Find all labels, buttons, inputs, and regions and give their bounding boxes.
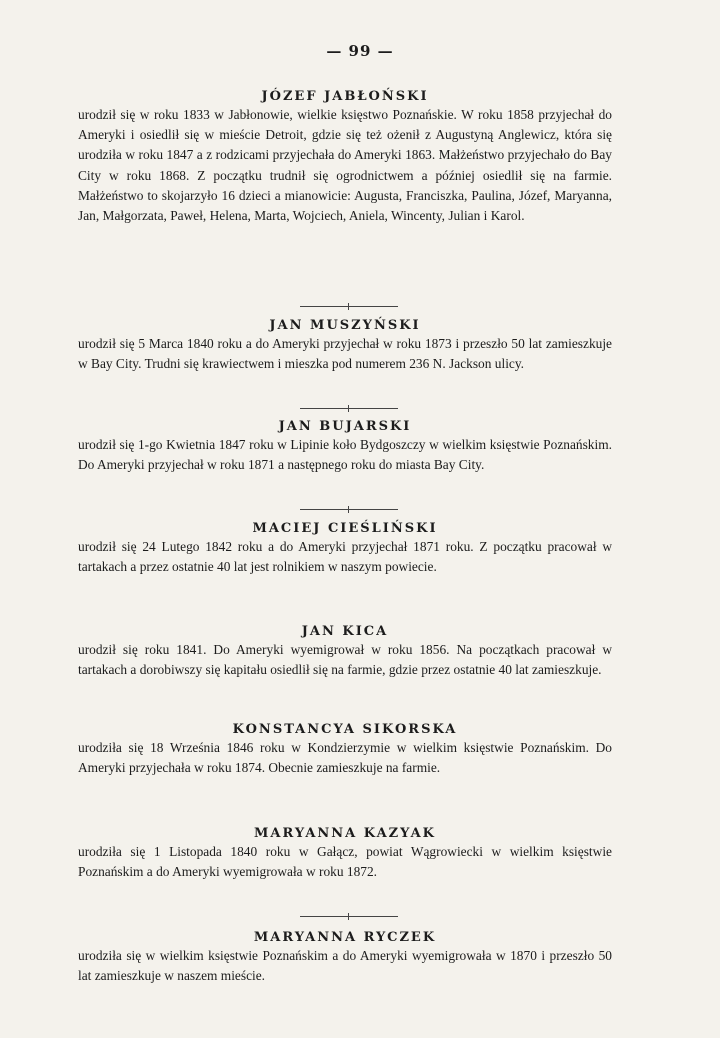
entry-name: MACIEJ CIEŚLIŃSKI (252, 521, 438, 536)
section-divider (300, 509, 398, 510)
entry-konstancya-sikorska (78, 721, 612, 778)
entry-text: urodziła się 1 Listopada 1840 roku w Gałącz, powiat Wągrowiecki w wielkim księstwie Poznańskim a do Ameryki wyemigrowała w roku 1872. (78, 844, 612, 880)
entry-name: MARYANNA KAZYAK (254, 826, 436, 841)
entry-text: urodził się roku 1841. Do Ameryki wyemigrował w roku 1856. Na początkach pracował w tartakach a dorobiwszy się kapitału osiedlił się na farmie, gdzie przez ostatnie 40 lat zamieszkuje. (78, 642, 612, 678)
entry-text: urodził się 1-go Kwietnia 1847 roku w Lipinie koło Bydgoszczy w wielkim księstwie Poznańskim. Do Ameryki przyjechał w roku 1871 a następnego roku do miasta Bay City. (78, 437, 612, 473)
entry-maciej-cieslinski (78, 520, 612, 577)
section-divider (300, 306, 398, 307)
section-divider (300, 916, 398, 917)
entry-jan-kica (78, 623, 612, 680)
entry-text: urodziła się w wielkim księstwie Poznańskim a do Ameryki wyemigrowała w 1870 i przeszło 50 lat zamieszkuje w naszem mieście. (78, 948, 612, 984)
entry-name: JAN KICA (301, 624, 389, 639)
entry-jan-bujarski (78, 418, 612, 475)
entry-jan-muszynski (78, 317, 612, 374)
entry-maryanna-kazyak (78, 825, 612, 882)
entry-text: urodziła się 18 Września 1846 roku w Kondzierzymie w wielkim księstwie Poznańskim. Do Ameryki przyjechała w roku 1874. Obecnie zamieszkuje na farmie. (78, 740, 612, 776)
entry-jozef-jablonski (78, 88, 612, 226)
entry-name: MARYANNA RYCZEK (253, 930, 437, 945)
entry-text: urodził się 5 Marca 1840 roku a do Ameryki przyjechał w roku 1873 i przeszło 50 lat zamieszkuje w Bay City. Trudni się krawiectwem i mieszka pod numerem 236 N. Jackson ulicy. (78, 336, 612, 372)
entry-name: KONSTANCYA SIKORSKA (232, 722, 458, 737)
entry-text: urodził się w roku 1833 w Jabłonowie, wielkie księstwo Poznańskie. W roku 1858 przyjechał do Ameryki i osiedlił się w mieście Detroit, gdzie się też ożenił z Augustyną Anglewicz, która się urodziła w roku 1847 a z rodzicami przyjechała do Ameryki 1863. Małżeństwo przyjechało do Bay City w roku 1868. Z początku trudnił się ogrodnictwem a później osiedlił się na farmie. Małżeństwo to skojarzyło 16 dzieci a mianowicie: Augusta, Franciszka, Paulina, Józef, Maryanna, Jan, Małgorzata, Paweł, Helena, Marta, Wojciech, Aniela, Wincenty, Julian i Karol. (78, 107, 612, 224)
entry-name: JÓZEF JABŁOŃSKI (261, 89, 429, 104)
page-number: — 99 — (326, 42, 394, 60)
entry-name: JAN MUSZYŃSKI (269, 318, 421, 333)
entry-name: JAN BUJARSKI (278, 419, 412, 434)
entry-maryanna-ryczek (78, 929, 612, 986)
entry-text: urodził się 24 Lutego 1842 roku a do Ameryki przyjechał 1871 roku. Z początku pracował w tartakach a przez ostatnie 40 lat jest rolnikiem w naszym powiecie. (78, 539, 612, 575)
section-divider (300, 408, 398, 409)
